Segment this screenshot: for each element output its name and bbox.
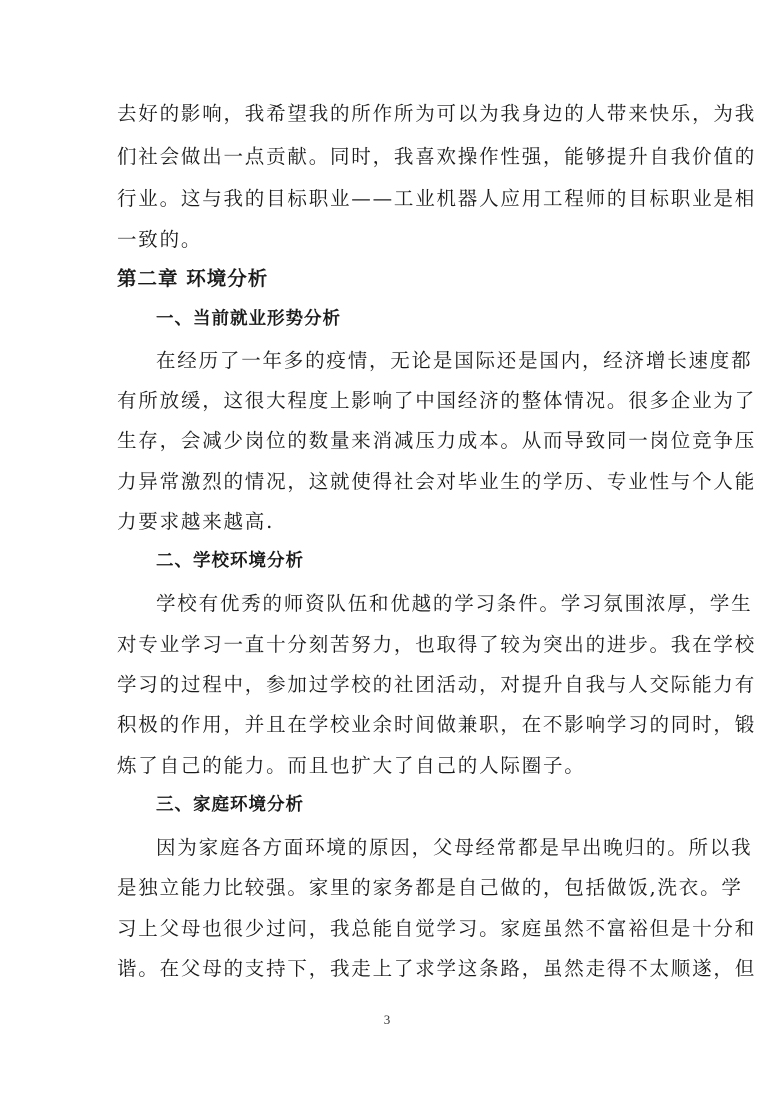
section-2-line-4: 积极的作用，并且在学校业余时间做兼职，在不影响学习的同时，锻 <box>117 713 757 736</box>
intro-line-2: 们社会做出一点贡献。同时，我喜欢操作性强，能够提升自我价值的 <box>117 145 757 168</box>
section-3-line-4: 谐。在父母的支持下，我走上了求学这条路，虽然走得不太顺遂，但 <box>117 957 757 980</box>
section-heading-employment: 一、当前就业形势分析 <box>156 309 341 329</box>
section-1-line-2: 有所放缓，这很大程度上影响了中国经济的整体情况。很多企业为了 <box>117 389 757 412</box>
intro-line-3: 行业。这与我的目标职业——工业机器人应用工程师的目标职业是相 <box>117 187 757 210</box>
section-2-line-5: 炼了自己的能力。而且也扩大了自己的人际圈子。 <box>117 754 586 777</box>
section-1-line-4: 力异常激烈的情况，这就使得社会对毕业生的学历、专业性与个人能 <box>117 470 757 493</box>
intro-line-1: 去好的影响，我希望我的所作所为可以为我身边的人带来快乐，为我 <box>117 102 757 125</box>
intro-line-4: 一致的。 <box>117 228 203 251</box>
section-2-line-3: 学习的过程中，参加过学校的社团活动，对提升自我与人交际能力有 <box>117 673 757 696</box>
section-heading-school: 二、学校环境分析 <box>156 551 304 571</box>
page-number: 3 <box>383 1012 391 1027</box>
section-2-line-2: 对专业学习一直十分刻苦努力，也取得了较为突出的进步。我在学校 <box>117 633 757 656</box>
section-1-line-3: 生存，会减少岗位的数量来消减压力成本。从而导致同一岗位竞争压 <box>117 429 757 452</box>
section-3-line-2: 是独立能力比较强。家里的家务都是自己做的，包括做饭,洗衣。学 <box>117 876 743 899</box>
section-2-line-1: 学校有优秀的师资队伍和优越的学习条件。学习氛围浓厚，学生 <box>156 592 753 615</box>
section-3-line-1: 因为家庭各方面环境的原因，父母经常都是早出晚归的。所以我 <box>156 836 753 859</box>
chapter-heading: 第二章 环境分析 <box>117 267 269 290</box>
section-1-line-1: 在经历了一年多的疫情，无论是国际还是国内，经济增长速度都 <box>156 349 753 372</box>
section-1-line-5: 力要求越来越高. <box>117 510 275 533</box>
section-heading-family: 三、家庭环境分析 <box>156 795 304 815</box>
section-3-line-3: 习上父母也很少过问，我总能自觉学习。家庭虽然不富裕但是十分和 <box>117 917 757 940</box>
